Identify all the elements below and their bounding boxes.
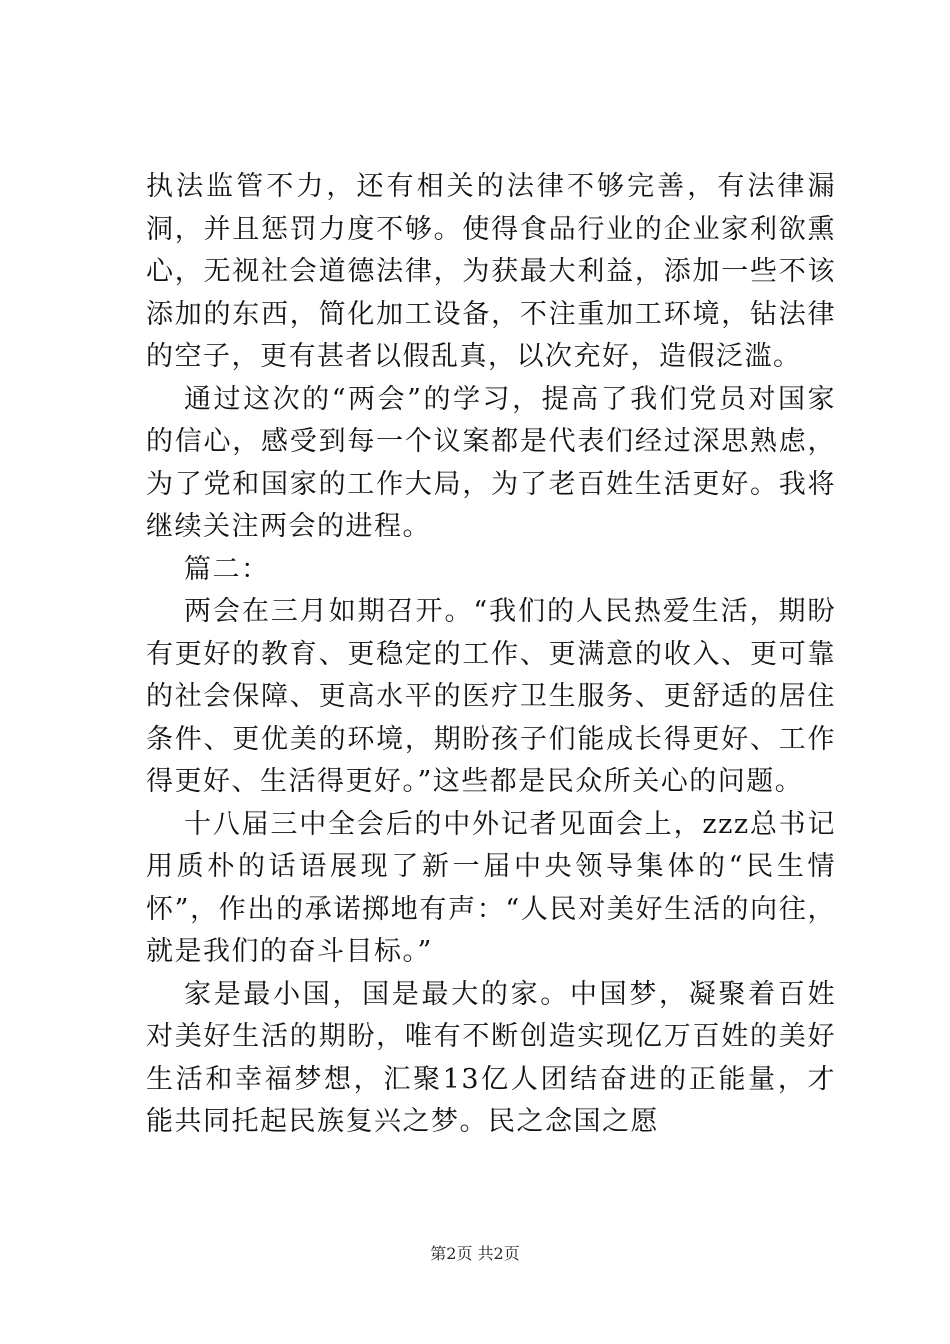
paragraph-3: 两会在三月如期召开。“我们的人民热爱生活，期盼有更好的教育、更稳定的工作、更满意的收入、更可靠的社会保障、更高水平的医疗卫生服务、更舒适的居住条件、更优美的环境，期盼孩子们能成长得更好、工作得更好、生活得更好。”这些都是民众所关心的问题。 [146, 596, 836, 797]
paragraph-2: 通过这次的“两会”的学习，提高了我们党员对国家的信心，感受到每一个议案都是代表们经过深思熟虑，为了党和国家的工作大局，为了老百姓生活更好。我将继续关注两会的进程。 [146, 383, 836, 542]
paragraph-4: 十八届三中全会后的中外记者见面会上，zzz总书记用质朴的话语展现了新一届中央领导集体的“民生情怀”，作出的承诺掷地有声：“人民对美好生活的向往，就是我们的奋斗目标。” [146, 808, 836, 967]
paragraph-1: 执法监管不力，还有相关的法律不够完善，有法律漏洞，并且惩罚力度不够。使得食品行业的企业家利欲熏心，无视社会道德法律，为获最大利益，添加一些不该添加的东西，简化加工设备，不注重加工环境，钻法律的空子，更有甚者以假乱真，以次充好，造假泛滥。 [146, 171, 836, 372]
page-number: 第2页 共2页 [430, 1244, 520, 1263]
section-heading: 篇二： [184, 553, 270, 585]
paragraph-5: 家是最小国，国是最大的家。中国梦，凝聚着百姓对美好生活的期盼，唯有不断创造实现亿万百姓的美好生活和幸福梦想，汇聚13亿人团结奋进的正能量，才能共同托起民族复兴之梦。民之念国之愿 [146, 978, 836, 1137]
document-body [146, 166, 836, 1144]
